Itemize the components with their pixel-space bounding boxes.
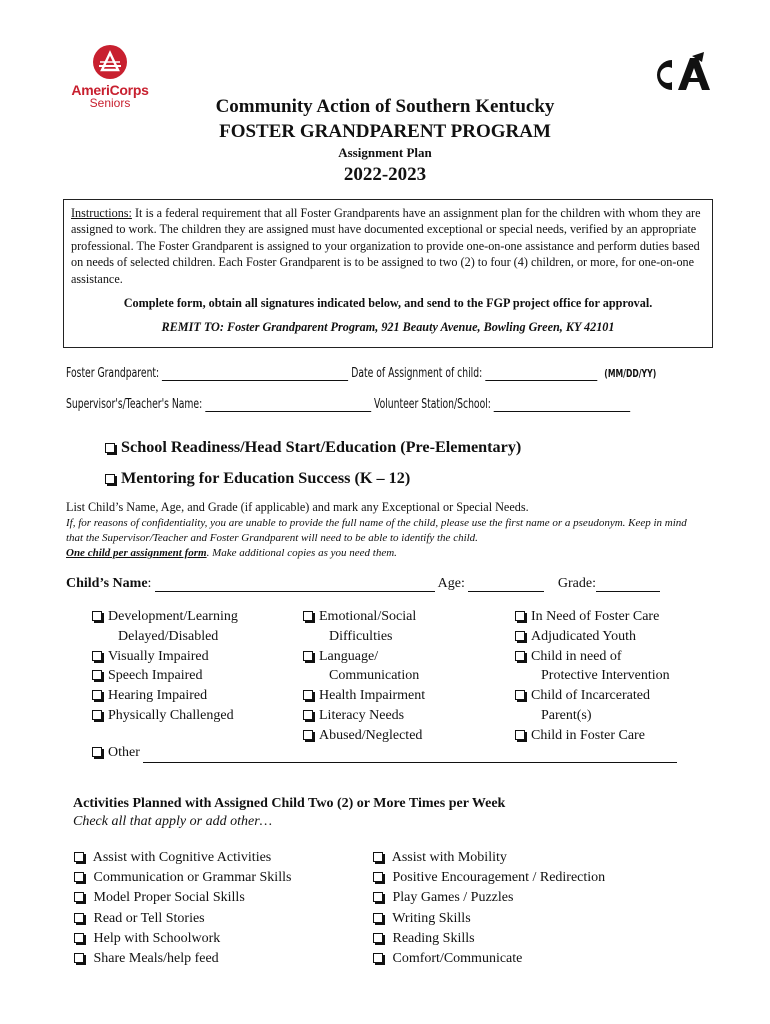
need-hearing-impaired[interactable]: Hearing Impaired [92, 686, 238, 706]
checkbox[interactable] [303, 690, 313, 700]
need-literacy[interactable]: Literacy Needs [303, 706, 425, 726]
checkbox[interactable] [515, 651, 525, 661]
need-emotional-social-cont: Difficulties [329, 628, 393, 644]
activity-encouragement[interactable]: Positive Encouragement / Redirection [373, 868, 605, 888]
activity-writing[interactable]: Writing Skills [373, 909, 605, 929]
confidentiality-note: If, for reasons of confidentiality, you are unable to provide the full name of the child, please use the first name or a pseudonym. Keep in mind that the Supervisor/Teacher and Foster Grandparent will need to be able to identify the child. One child per assignment form. Make additional copies as you need them. [66, 517, 687, 559]
checkbox[interactable] [373, 892, 383, 902]
activity-meals[interactable]: Share Meals/help feed [74, 949, 291, 969]
instructions-label: Instructions: [71, 206, 132, 220]
need-abused-neglected[interactable]: Abused/Neglected [303, 726, 425, 746]
checkbox[interactable] [303, 651, 313, 661]
need-speech-impaired[interactable]: Speech Impaired [92, 666, 238, 686]
activity-reading[interactable]: Reading Skills [373, 929, 605, 949]
need-in-foster-care[interactable]: Child in Foster Care [515, 726, 670, 746]
checkbox[interactable] [74, 933, 84, 943]
checkbox[interactable] [92, 611, 102, 621]
supervisor-label: Supervisor's/Teacher's Name: [66, 397, 203, 412]
checkbox[interactable] [373, 852, 383, 862]
org-title: Community Action of Southern Kentucky [215, 96, 555, 117]
date-hint: (MM/DD/YY) [604, 367, 657, 380]
checkbox[interactable] [303, 730, 313, 740]
checkbox[interactable] [373, 933, 383, 943]
supervisor-field[interactable] [205, 397, 371, 412]
needs-col-3 [515, 607, 670, 746]
checkbox[interactable] [515, 631, 525, 641]
checkbox[interactable] [74, 953, 84, 963]
fg-row [66, 366, 656, 381]
fg-field[interactable] [162, 366, 348, 381]
program-option-school-readiness[interactable]: School Readiness/Head Start/Education (Pre-Elementary) [105, 438, 521, 457]
activity-cognitive[interactable]: Assist with Cognitive Activities [74, 848, 291, 868]
need-foster-care[interactable]: In Need of Foster Care [515, 607, 670, 627]
need-emotional-social[interactable]: Emotional/Social [303, 607, 425, 627]
child-name-label: Child’s Name [66, 576, 148, 591]
child-name-row: Child’s Name: Age: Grade: [66, 576, 660, 592]
activities-right [373, 848, 605, 969]
checkbox[interactable] [373, 953, 383, 963]
instructions-box [63, 199, 713, 348]
checkbox[interactable] [74, 852, 84, 862]
need-incarcerated-parent-cont: Parent(s) [541, 707, 592, 723]
remit-address: REMIT TO: Foster Grandparent Program, 921 Beauty Avenue, Bowling Green, KY 42101 [161, 320, 615, 335]
date-field[interactable] [485, 366, 597, 381]
activity-mobility[interactable]: Assist with Mobility [373, 848, 605, 868]
need-visually-impaired[interactable]: Visually Impaired [92, 647, 238, 667]
station-field[interactable] [494, 397, 630, 412]
activity-games[interactable]: Play Games / Puzzles [373, 888, 605, 908]
age-label: Age: [437, 576, 465, 591]
activities-heading: Activities Planned with Assigned Child Two (2) or More Times per Week [73, 796, 506, 811]
checkbox[interactable] [92, 690, 102, 700]
checkbox[interactable] [515, 690, 525, 700]
activity-communication[interactable]: Communication or Grammar Skills [74, 868, 291, 888]
checkbox[interactable] [515, 730, 525, 740]
checkbox[interactable] [92, 651, 102, 661]
date-label: Date of Assignment of child: [351, 366, 483, 381]
need-incarcerated-parent[interactable]: Child of Incarcerated [515, 686, 670, 706]
child-name-field[interactable] [155, 577, 435, 592]
activity-schoolwork[interactable]: Help with Schoolwork [74, 929, 291, 949]
supervisor-row [66, 397, 630, 412]
needs-col-1 [92, 607, 238, 726]
needs-col-2 [303, 607, 425, 746]
station-label: Volunteer Station/School: [374, 397, 491, 412]
instructions-text: Instructions: It is a federal requirement that all Foster Grandparents have an assignment plan for the children with whom they are assigned to work. The children they are assigned must have documented exceptional or special needs, verified by an appropriate professional. The Foster Grandparent is assigned to your organization to provide one-on-one assistance and perform duties based on needs of selected children. Each Foster Grandparent is to be assigned to two (2) to four (4) children, or more, for one-on-one assistance. [71, 206, 701, 286]
checkbox[interactable] [74, 913, 84, 923]
year-title: 2022-2023 [343, 164, 427, 185]
need-language[interactable]: Language/ [303, 647, 425, 667]
activities-left [74, 848, 291, 969]
program-title: FOSTER GRANDPARENT PROGRAM [219, 121, 551, 142]
americorps-name: AmeriCorps [71, 82, 149, 98]
checkbox[interactable] [515, 611, 525, 621]
need-other-field[interactable] [143, 748, 677, 763]
checkbox[interactable] [92, 710, 102, 720]
need-language-cont: Communication [329, 668, 420, 684]
program-option-mentoring[interactable]: Mentoring for Education Success (K – 12) [105, 469, 410, 488]
community-action-logo [648, 50, 712, 100]
complete-instruction: Complete form, obtain all signatures indicated below, and send to the FGP project office for approval. [123, 296, 653, 311]
doc-title: Assignment Plan [338, 145, 432, 160]
checkbox[interactable] [74, 892, 84, 902]
need-adjudicated[interactable]: Adjudicated Youth [515, 627, 670, 647]
checkbox[interactable] [74, 872, 84, 882]
activity-social-skills[interactable]: Model Proper Social Skills [74, 888, 291, 908]
checkbox[interactable] [92, 670, 102, 680]
checkbox[interactable] [303, 611, 313, 621]
need-protective-cont: Protective Intervention [541, 668, 670, 684]
activity-stories[interactable]: Read or Tell Stories [74, 909, 291, 929]
need-physically-challenged[interactable]: Physically Challenged [92, 706, 238, 726]
need-development-cont: Delayed/Disabled [118, 628, 219, 644]
need-other-label: Other [108, 745, 140, 760]
need-development[interactable]: Development/Learning [92, 607, 238, 627]
grade-label: Grade: [557, 576, 596, 591]
activities-subheading: Check all that apply or add other… [73, 814, 273, 829]
fg-label: Foster Grandparent: [66, 366, 160, 381]
americorps-sub: Seniors [89, 96, 131, 110]
age-field[interactable] [468, 577, 544, 592]
checkbox[interactable] [373, 913, 383, 923]
checkbox[interactable] [373, 872, 383, 882]
need-health-impairment[interactable]: Health Impairment [303, 686, 425, 706]
need-protective[interactable]: Child in need of [515, 647, 670, 667]
checkbox[interactable] [92, 747, 102, 757]
checkbox[interactable] [105, 443, 115, 453]
americorps-emblem-icon [93, 45, 127, 79]
checkbox[interactable] [105, 474, 115, 484]
one-child-note: One child per assignment form [66, 547, 207, 559]
activity-comfort[interactable]: Comfort/Communicate [373, 949, 605, 969]
grade-field[interactable] [596, 577, 660, 592]
checkbox[interactable] [303, 710, 313, 720]
list-child-instruction: List Child’s Name, Age, and Grade (if applicable) and mark any Exceptional or Special Needs. [66, 500, 529, 514]
need-other-row[interactable] [92, 743, 677, 763]
